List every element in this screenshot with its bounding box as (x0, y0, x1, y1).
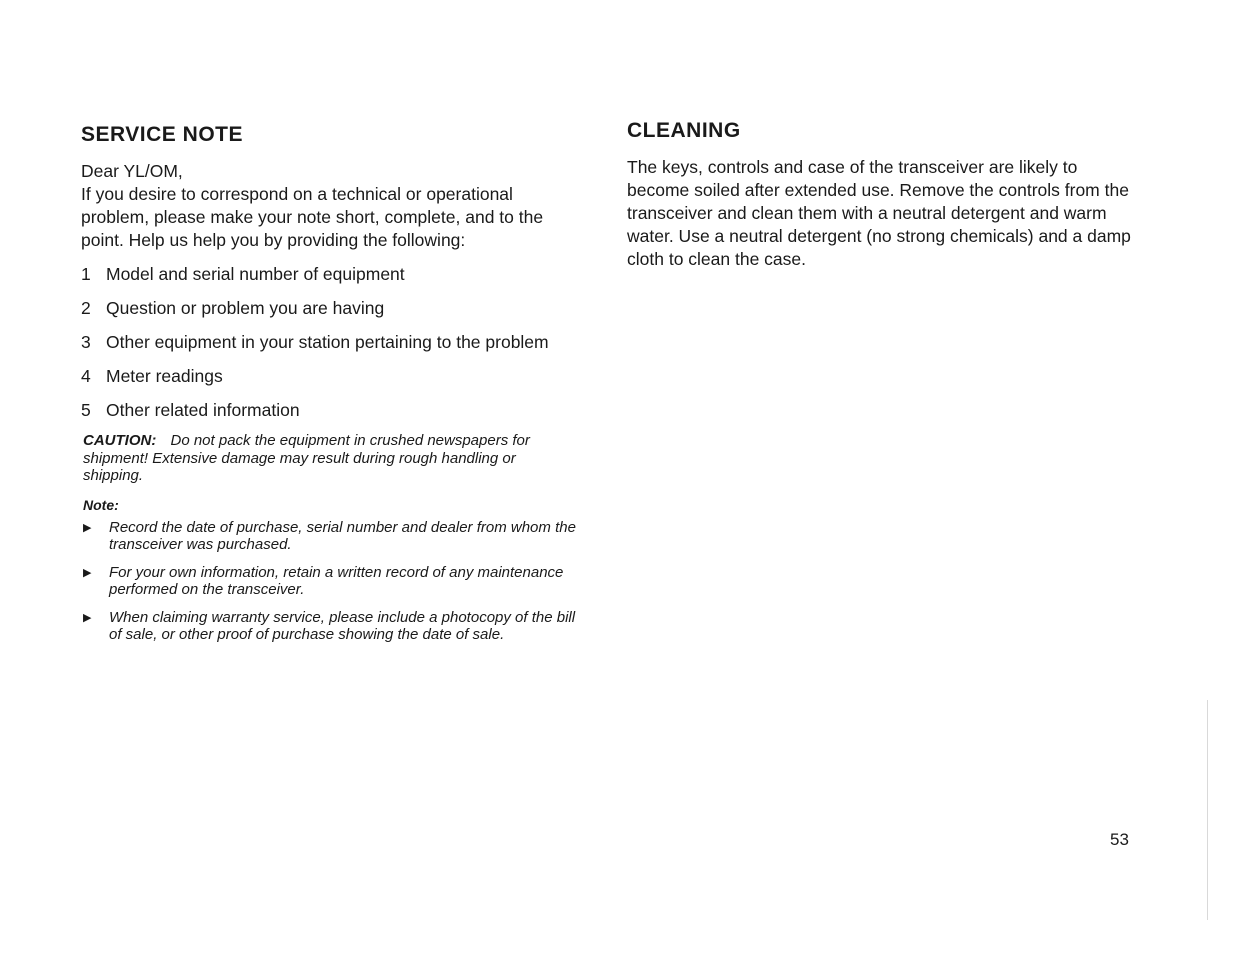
triangle-bullet-icon: ▶ (83, 611, 92, 624)
list-item (81, 296, 581, 320)
list-item (81, 364, 581, 388)
info-list (81, 262, 581, 422)
service-note-heading: SERVICE NOTE (81, 123, 243, 146)
cleaning-heading: CLEANING (627, 119, 741, 142)
list-text: Other related information (106, 400, 300, 420)
note-label: Note: (83, 496, 119, 513)
intro-paragraph: If you desire to correspond on a technical or operational problem, please make your note short, complete, and to the point. Help us help you by providing the following: (81, 184, 544, 250)
list-item (81, 398, 581, 422)
list-text: Other equipment in your station pertaining to the problem (106, 332, 549, 352)
list-text: Meter readings (106, 366, 223, 386)
caution-paragraph (83, 432, 553, 485)
list-number: 1 (81, 264, 91, 284)
triangle-bullet-icon: ▶ (83, 566, 92, 579)
list-number: 5 (81, 400, 91, 420)
service-note-section (81, 122, 581, 654)
list-item (81, 262, 581, 286)
list-number: 2 (81, 298, 91, 318)
list-text: Question or problem you are having (106, 298, 385, 318)
note-item (81, 609, 581, 644)
caution-label: CAUTION: (83, 432, 157, 449)
cleaning-section (627, 118, 1137, 271)
note-text: Record the date of purchase, serial number and dealer from whom the transceiver was purchased. (109, 518, 576, 553)
note-item (81, 519, 581, 554)
greeting: Dear YL/OM, (81, 161, 183, 181)
list-text: Model and serial number of equipment (106, 264, 405, 284)
list-number: 3 (81, 332, 91, 352)
list-item (81, 330, 581, 354)
notes-list (81, 519, 581, 644)
page-edge-divider (1207, 700, 1208, 920)
note-text: For your own information, retain a written record of any maintenance performed on the transceiver. (109, 563, 564, 598)
caution-text: Do not pack the equipment in crushed newspapers for shipment! Extensive damage may result during rough handling or shipping. (83, 432, 530, 484)
cleaning-paragraph: The keys, controls and case of the transceiver are likely to become soiled after extended use. Remove the controls from the transceiver and clean them with a neutral detergent and warm water. Use a neutral detergent (no strong chemicals) and a damp cloth to clean the case. (627, 157, 1131, 269)
note-item (81, 564, 581, 599)
list-number: 4 (81, 366, 91, 386)
triangle-bullet-icon: ▶ (83, 521, 92, 534)
note-text: When claiming warranty service, please include a photocopy of the bill of sale, or other proof of purchase showing the date of sale. (109, 608, 576, 643)
page-number: 53 (1110, 830, 1129, 849)
